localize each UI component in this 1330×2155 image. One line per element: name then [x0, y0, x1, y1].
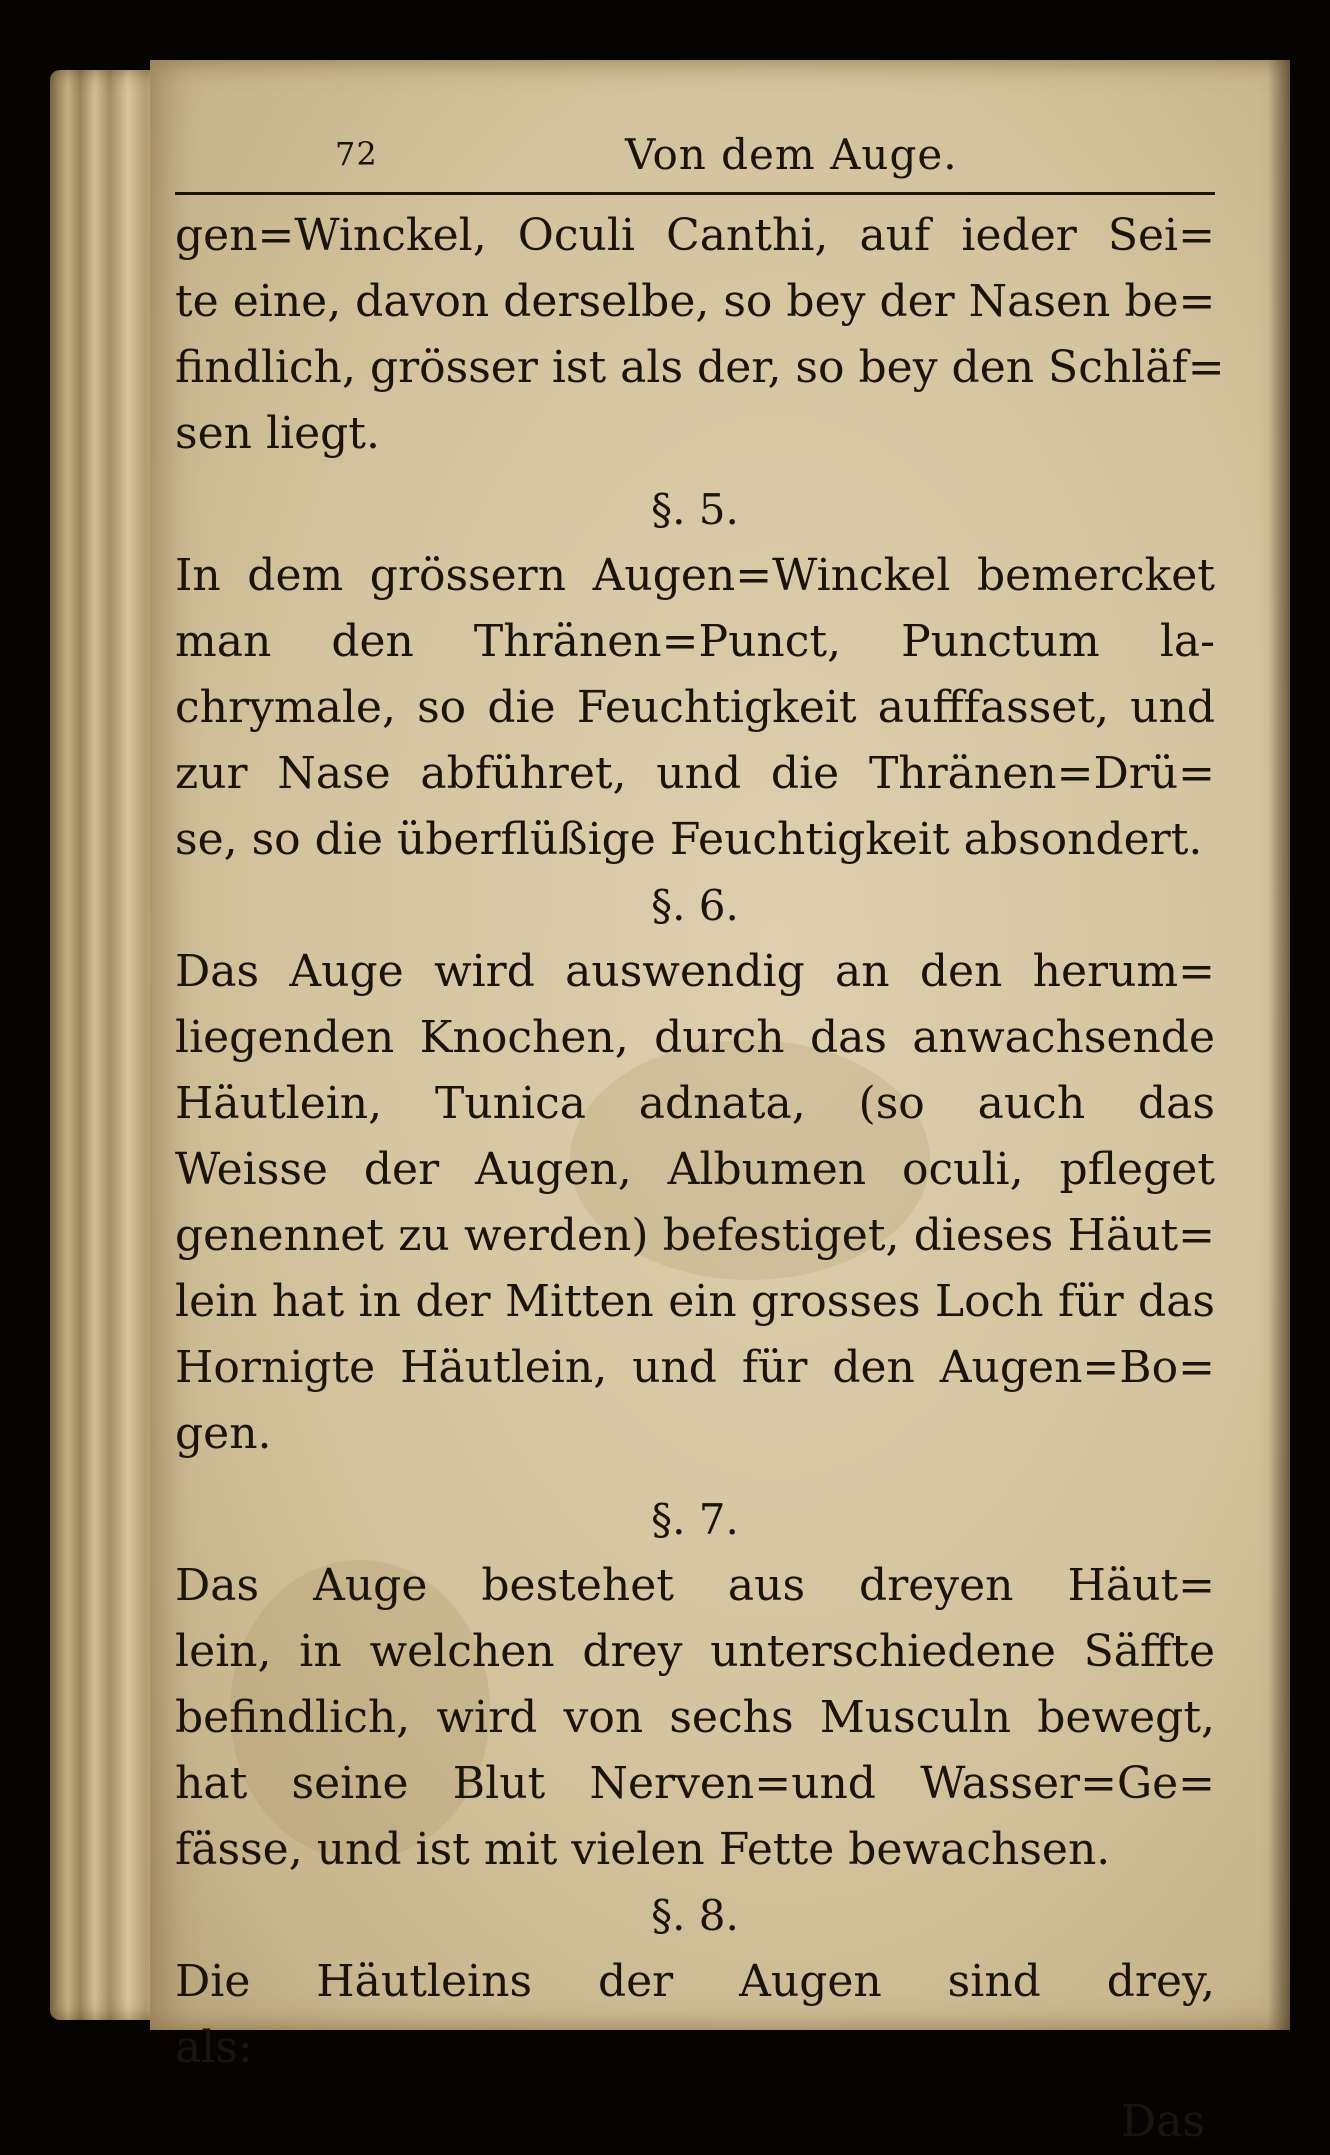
body-text — [175, 203, 1225, 2155]
text-line: te eine, davon derselbe, so bey der Nasen be= — [175, 276, 1216, 327]
text-line: Das Auge bestehet aus dreyen Häut= — [175, 1560, 1215, 1611]
text-line: genennet zu werden) befestiget, dieses Häut= — [175, 1210, 1215, 1261]
text-line: zur Nase abführet, und die Thränen=Drü= — [175, 748, 1215, 799]
section-heading: §. 6. — [651, 881, 739, 930]
text-line: liegenden Knochen, durch das anwachsende — [175, 1012, 1215, 1063]
text-line: fässe, und ist mit vielen Fette bewachsen. — [175, 1824, 1111, 1875]
text-line: hat seine Blut Nerven=und Wasser=Ge= — [175, 1758, 1215, 1809]
section-heading: §. 5. — [651, 485, 739, 534]
text-line: Weisse der Augen, Albumen oculi, pfleget — [175, 1144, 1215, 1195]
catchword: Das — [1120, 2096, 1205, 2147]
text-line: man den Thränen=Punct, Punctum la- — [175, 616, 1215, 667]
text-line: gen. — [175, 1408, 272, 1459]
text-line: Die Häutleins der Augen sind drey, — [175, 1956, 1215, 2007]
section-heading: §. 7. — [651, 1495, 739, 1544]
text-line: Häutlein, Tunica adnata, (so auch das — [175, 1078, 1215, 1129]
text-line: In dem grössern Augen=Winckel bemercket — [175, 550, 1215, 601]
running-header — [175, 130, 1215, 195]
text-line: befindlich, wird von sechs Musculn bewegt, — [175, 1692, 1215, 1743]
text-line: chrymale, so die Feuchtigkeit aufffasset, und — [175, 682, 1215, 733]
section-heading: §. 8. — [651, 1891, 739, 1940]
text-line: als: — [175, 2022, 253, 2073]
text-line: gen=Winckel, Oculi Canthi, auf ieder Sei= — [175, 210, 1215, 261]
text-line: Hornigte Häutlein, und für den Augen=Bo= — [175, 1342, 1215, 1393]
text-line: lein hat in der Mitten ein grosses Loch für das — [175, 1276, 1215, 1327]
page-text — [175, 130, 1225, 2155]
running-title: Von dem Auge. — [625, 130, 958, 179]
page-number: 72 — [335, 135, 378, 173]
text-line: lein, in welchen drey unterschiedene Säffte — [175, 1626, 1215, 1677]
text-line: findlich, grösser ist als der, so bey den Schläf= — [175, 342, 1225, 393]
text-line: Das Auge wird auswendig an den herum= — [175, 946, 1215, 997]
text-line: sen liegt. — [175, 408, 380, 459]
text-line: se, so die überflüßige Feuchtigkeit absondert. — [175, 814, 1203, 865]
page-gutter — [1268, 60, 1290, 2030]
